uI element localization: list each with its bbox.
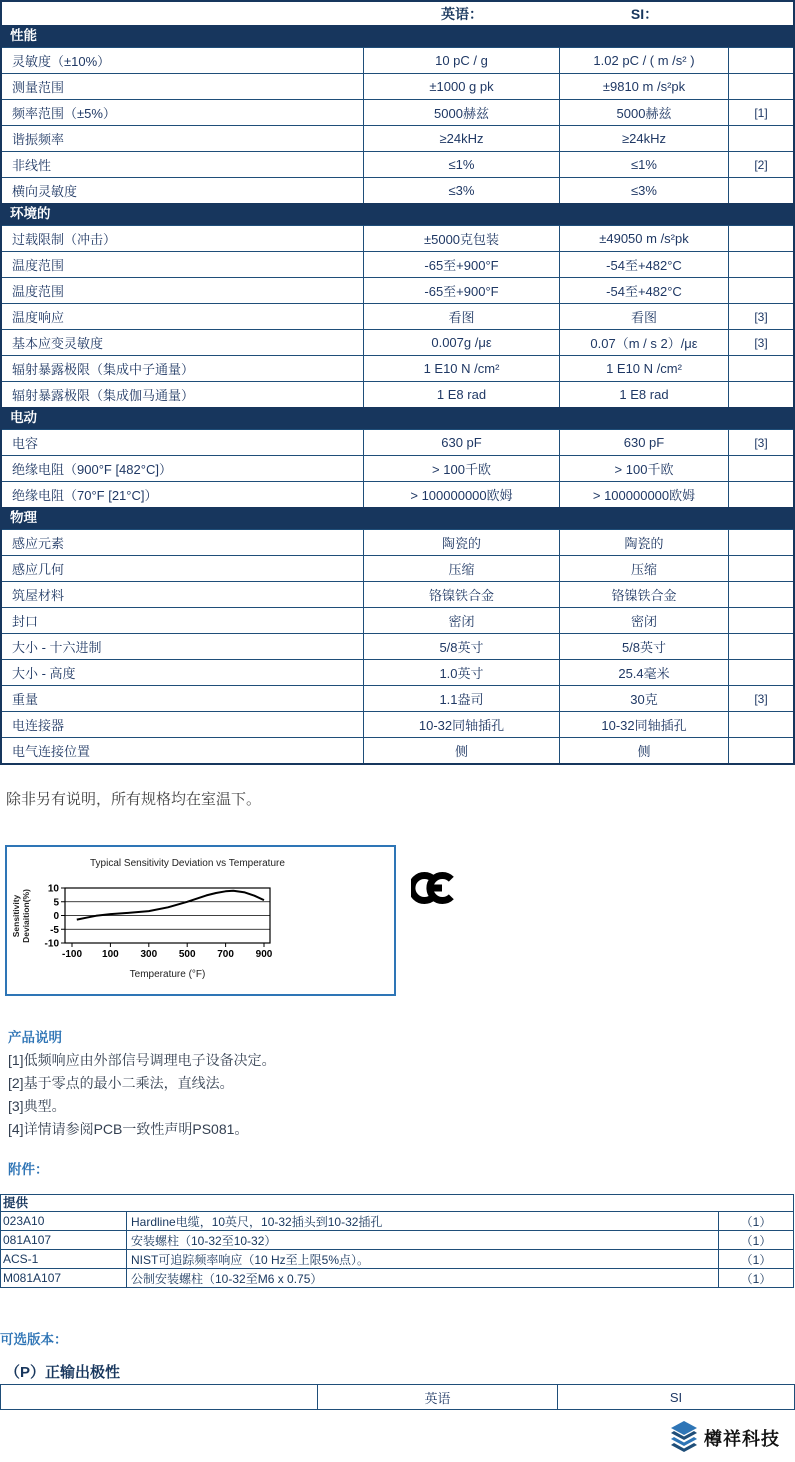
chart-ytick-label: 5	[53, 897, 59, 909]
spec-value-english: ±5000克包装	[364, 226, 560, 251]
accessory-description: Hardline电缆，10英尺，10-32插头到10-32插孔	[127, 1212, 719, 1230]
spec-value-english: 0.007g /με	[364, 330, 560, 355]
spec-note-ref	[729, 660, 793, 685]
table-row	[2, 329, 793, 355]
spec-label: 封口	[2, 608, 364, 633]
sensitivity-chart-box	[5, 845, 396, 996]
table-row	[2, 529, 793, 555]
spec-value-si: ±9810 m /s²pk	[560, 74, 729, 99]
spec-value-si: 密闭	[560, 608, 729, 633]
product-notes-heading: 产品说明	[8, 1030, 62, 1045]
accessory-qty: （1）	[740, 1271, 772, 1286]
spec-label: 电连接器	[2, 712, 364, 737]
optional-table-blank-cell	[1, 1385, 318, 1409]
accessory-row	[1, 1249, 793, 1268]
spec-value-english: 630 pF	[364, 430, 560, 455]
spec-header-notes	[729, 2, 793, 25]
spec-header-blank	[2, 2, 364, 25]
table-row	[2, 251, 793, 277]
spec-note-ref	[729, 634, 793, 659]
chart-ylabel: Deviaition(%)	[21, 889, 31, 943]
accessory-model: ACS-1	[1, 1250, 127, 1268]
spec-header-si: SI：	[630, 5, 659, 22]
section-header: 环境的	[2, 203, 793, 225]
table-row	[2, 47, 793, 73]
spec-value-si: 压缩	[560, 556, 729, 581]
spec-label: 重量	[2, 686, 364, 711]
spec-note-ref	[729, 382, 793, 407]
accessory-model: M081A107	[1, 1269, 127, 1287]
chart-ylabel: Sensitivity	[11, 894, 21, 938]
spec-note-ref	[729, 178, 793, 203]
spec-value-si: ±49050 m /s²pk	[560, 226, 729, 251]
table-row	[2, 225, 793, 251]
spec-note-ref	[729, 48, 793, 73]
table-row	[2, 177, 793, 203]
company-logo	[668, 1420, 780, 1456]
chart-ytick-label: 0	[53, 911, 59, 922]
spec-value-si: ≤1%	[560, 152, 729, 177]
spec-label: 频率范围（±5%）	[2, 100, 364, 125]
spec-label: 大小 - 十六进制	[2, 634, 364, 659]
spec-note-ref	[729, 278, 793, 303]
table-row	[2, 711, 793, 737]
table-row	[2, 481, 793, 507]
accessory-row	[1, 1211, 793, 1230]
spec-value-english: ±1000 g pk	[364, 74, 560, 99]
spec-note-ref	[729, 226, 793, 251]
spec-label: 电容	[2, 430, 364, 455]
spec-table-header-row	[2, 2, 793, 25]
spec-label: 非线性	[2, 152, 364, 177]
product-note-line: [3]典型。	[8, 1098, 66, 1114]
chart-xtick-label: 100	[102, 949, 119, 960]
table-row	[2, 659, 793, 685]
spec-label: 基本应变灵敏度	[2, 330, 364, 355]
spec-label: 温度响应	[2, 304, 364, 329]
table-row	[2, 303, 793, 329]
spec-value-english: > 100000000欧姆	[364, 482, 560, 507]
spec-value-si: ≤3%	[560, 178, 729, 203]
spec-label: 测量范围	[2, 74, 364, 99]
spec-label: 大小 - 高度	[2, 660, 364, 685]
table-row	[2, 429, 793, 455]
table-row	[2, 581, 793, 607]
optional-version-item: （P）正输出极性	[5, 1364, 121, 1381]
spec-note-ref: [1]	[754, 105, 768, 120]
spec-note-ref: [3]	[754, 435, 768, 450]
spec-label: 横向灵敏度	[2, 178, 364, 203]
optional-table-english-cell: 英语	[318, 1385, 558, 1409]
accessory-description: 安装螺柱（10-32至10-32）	[127, 1231, 719, 1249]
section-header: 性能	[2, 25, 793, 47]
spec-note-ref	[729, 126, 793, 151]
spec-note-ref	[729, 530, 793, 555]
spec-label: 绝缘电阻（70°F [21°C]）	[2, 482, 364, 507]
spec-label: 温度范围	[2, 278, 364, 303]
spec-value-english: 看图	[364, 304, 560, 329]
table-row	[2, 99, 793, 125]
chart-xtick-label: 300	[140, 949, 158, 960]
chart-ytick-label: -10	[44, 938, 59, 950]
accessory-qty: （1）	[740, 1252, 772, 1267]
spec-value-si: 1 E8 rad	[560, 382, 729, 407]
spec-value-english: 5000赫兹	[364, 100, 560, 125]
spec-value-english: 陶瓷的	[364, 530, 560, 555]
spec-value-si: 铬镍铁合金	[560, 582, 729, 607]
accessory-model: 023A10	[1, 1212, 127, 1230]
spec-value-si: 侧	[560, 738, 729, 763]
accessory-qty: （1）	[740, 1214, 772, 1229]
spec-note-ref	[729, 482, 793, 507]
spec-value-english: 侧	[364, 738, 560, 763]
spec-note-ref	[729, 738, 793, 763]
accessory-description: 公制安装螺柱（10-32至M6 x 0.75）	[127, 1269, 719, 1287]
product-notes-list	[8, 1049, 276, 1141]
spec-value-si: 看图	[560, 304, 729, 329]
logo-cube-icon	[668, 1420, 700, 1456]
chart-ytick-label: 10	[47, 883, 59, 895]
spec-label: 感应元素	[2, 530, 364, 555]
spec-value-english: > 100千欧	[364, 456, 560, 481]
spec-label: 筑屋材料	[2, 582, 364, 607]
chart-title: Typical Sensitivity Deviation vs Temperature	[90, 858, 285, 869]
spec-note-ref	[729, 252, 793, 277]
spec-value-si: 1.02 pC / ( m /s² )	[560, 48, 729, 73]
spec-value-english: -65至+900°F	[364, 252, 560, 277]
accessory-qty: （1）	[740, 1233, 772, 1248]
optional-table-si-cell: SI	[669, 1389, 683, 1405]
spec-value-english: 10-32同轴插孔	[364, 712, 560, 737]
table-row	[2, 685, 793, 711]
spec-note-ref	[729, 608, 793, 633]
spec-value-si: > 100千欧	[560, 456, 729, 481]
optional-versions-heading: 可选版本：	[0, 1332, 68, 1347]
spec-note-ref	[729, 356, 793, 381]
accessory-model: 081A107	[1, 1231, 127, 1249]
spec-value-si: 10-32同轴插孔	[560, 712, 729, 737]
spec-label: 辐射暴露极限（集成中子通量）	[2, 356, 364, 381]
spec-value-si: 0.07（m / s 2）/με	[560, 330, 729, 355]
accessory-row	[1, 1230, 793, 1249]
accessories-table	[0, 1194, 794, 1288]
spec-value-english: 1 E10 N /cm²	[364, 356, 560, 381]
chart-xlabel: Temperature (°F)	[129, 969, 206, 980]
chart-xtick-label: -100	[61, 949, 83, 960]
spec-label: 电气连接位置	[2, 738, 364, 763]
table-row	[2, 277, 793, 303]
chart-xtick-label: 500	[178, 949, 196, 960]
table-row	[2, 607, 793, 633]
accessory-description: NIST可追踪频率响应（10 Hz至上限5%点）。	[127, 1250, 719, 1268]
table-row	[2, 555, 793, 581]
sensitivity-chart	[7, 847, 394, 994]
section-header: 电动	[2, 407, 793, 429]
spec-value-si: 30克	[560, 686, 729, 711]
chart-xtick-label: 900	[255, 949, 273, 960]
spec-value-english: ≤1%	[364, 152, 560, 177]
spec-note-ref	[729, 556, 793, 581]
table-row	[2, 73, 793, 99]
spec-value-english: 1 E8 rad	[364, 382, 560, 407]
product-note-line: [1]低频响应由外部信号调理电子设备决定。	[8, 1052, 276, 1068]
spec-note-ref: [2]	[754, 157, 768, 172]
spec-note-ref: [3]	[754, 691, 768, 706]
spec-label: 辐射暴露极限（集成伽马通量）	[2, 382, 364, 407]
spec-note-ref	[729, 712, 793, 737]
table-row	[2, 633, 793, 659]
accessories-table-header: 提供	[3, 1196, 29, 1210]
spec-label: 灵敏度（±10%）	[2, 48, 364, 73]
spec-note-ref: [3]	[754, 309, 768, 324]
spec-note-ref	[729, 456, 793, 481]
accessories-heading: 附件：	[8, 1162, 49, 1177]
spec-label: 绝缘电阻（900°F [482°C]）	[2, 456, 364, 481]
table-row	[2, 737, 793, 763]
spec-label: 感应几何	[2, 556, 364, 581]
spec-value-si: 5000赫兹	[560, 100, 729, 125]
spec-value-english: 1.0英寸	[364, 660, 560, 685]
spec-value-english: 压缩	[364, 556, 560, 581]
ce-mark-icon	[411, 869, 457, 907]
spec-value-si: -54至+482°C	[560, 278, 729, 303]
spec-value-si: 630 pF	[560, 430, 729, 455]
spec-value-english: 铬镍铁合金	[364, 582, 560, 607]
accessories-table-body	[1, 1211, 793, 1287]
section-header: 物理	[2, 507, 793, 529]
spec-value-si: 5/8英寸	[560, 634, 729, 659]
spec-note-ref	[729, 582, 793, 607]
accessory-row	[1, 1268, 793, 1287]
spec-value-si: 25.4毫米	[560, 660, 729, 685]
spec-value-english: ≥24kHz	[364, 126, 560, 151]
table-row	[2, 355, 793, 381]
spec-header-english: 英语：	[441, 5, 483, 22]
spec-note-ref: [3]	[754, 335, 768, 350]
spec-value-english: 10 pC / g	[364, 48, 560, 73]
spec-value-si: ≥24kHz	[560, 126, 729, 151]
spec-value-english: 1.1盎司	[364, 686, 560, 711]
spec-value-si: -54至+482°C	[560, 252, 729, 277]
table-row	[2, 125, 793, 151]
room-temperature-note: 除非另有说明，所有规格均在室温下。	[6, 791, 262, 808]
spec-value-english: ≤3%	[364, 178, 560, 203]
table-row	[2, 455, 793, 481]
spec-value-si: > 100000000欧姆	[560, 482, 729, 507]
table-row	[2, 151, 793, 177]
spec-value-english: 5/8英寸	[364, 634, 560, 659]
optional-version-table	[0, 1384, 795, 1410]
logo-text: 樽祥科技	[704, 1429, 780, 1449]
spec-value-english: -65至+900°F	[364, 278, 560, 303]
spec-label: 谐振频率	[2, 126, 364, 151]
spec-value-si: 1 E10 N /cm²	[560, 356, 729, 381]
chart-ytick-label: -5	[50, 924, 59, 936]
chart-xtick-label: 700	[217, 949, 234, 960]
spec-label: 温度范围	[2, 252, 364, 277]
product-note-line: [4]详情请参阅PCB一致性声明PS081。	[8, 1121, 249, 1137]
spec-label: 过载限制（冲击）	[2, 226, 364, 251]
product-note-line: [2]基于零点的最小二乘法，直线法。	[8, 1075, 234, 1091]
spec-value-si: 陶瓷的	[560, 530, 729, 555]
spec-note-ref	[729, 74, 793, 99]
table-row	[2, 381, 793, 407]
spec-value-english: 密闭	[364, 608, 560, 633]
spec-table-body	[2, 25, 793, 763]
